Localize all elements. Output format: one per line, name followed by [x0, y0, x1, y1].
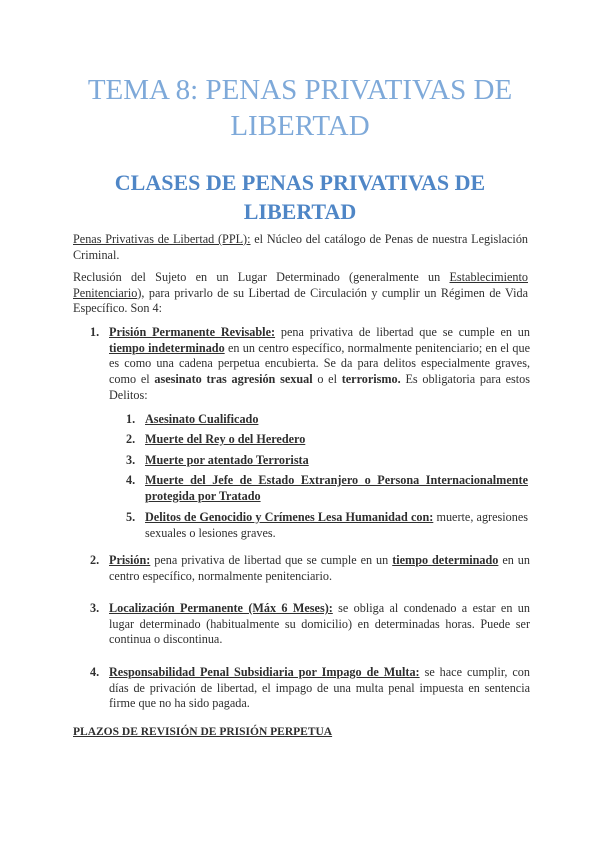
sub-list-item — [126, 432, 528, 448]
item-text: o el — [312, 372, 342, 387]
item-text: se hace cumplir, con días de privación de libertad, el impago de una multa penal impuesta en sentencia firme que no ha sido pagada. — [109, 665, 530, 711]
establecimiento-link: Establecimiento Penitenciario — [73, 270, 528, 300]
sub-list-item — [126, 412, 528, 428]
title-line-2: LIBERTAD — [230, 110, 370, 142]
list-number: 3. — [90, 601, 100, 615]
list-number: 5. — [126, 510, 136, 524]
item-text: Es obligatoria para estos Delitos: — [109, 372, 530, 402]
sub-item-text: Asesinato Cualificado — [145, 412, 259, 426]
plazos-section-title: PLAZOS DE REVISIÓN DE PRISIÓN PERPETUA — [73, 726, 333, 738]
intro2-text-1: Reclusión del Sujeto en un Lugar Determinado (generalmente un — [73, 270, 450, 284]
item-text: en un centro específico, normalmente penitenciario; en el que es como una cadena perpetua encubierta. Se da para delitos especialmente graves, como el — [109, 340, 530, 387]
item-text: se obliga al condenado a estar en un lugar determinado (habitualmente su domicilio) en determinadas horas. Puede ser continua o discontinua. — [109, 601, 530, 647]
item-term: Prisión: — [109, 553, 151, 567]
sub-item-text: Muerte del Rey o del Heredero — [145, 432, 306, 446]
sub-item-rest: muerte, agresiones sexuales o lesiones graves. — [145, 510, 528, 540]
list-number: 2. — [126, 432, 136, 446]
section-heading — [100, 168, 500, 226]
item-bold: terrorismo. — [341, 372, 401, 387]
item-term: Prisión Permanente Revisable: — [109, 325, 276, 339]
intro-paragraph-2 — [73, 270, 528, 317]
ppl-definition: el Núcleo del catálogo de Penas de nuestra Legislación Criminal. — [73, 232, 529, 262]
page-title — [60, 72, 540, 144]
list-item-1 — [90, 325, 530, 404]
item-bold: asesinato tras agresión sexual — [154, 372, 313, 387]
intro-paragraph-1 — [73, 232, 528, 263]
list-number: 1. — [90, 325, 100, 339]
item-bold: tiempo indeterminado — [109, 340, 225, 355]
list-item-3 — [90, 601, 530, 648]
item-term: Localización Permanente (Máx 6 Meses): — [109, 601, 333, 615]
sub-item-text: Muerte por atentado Terrorista — [145, 453, 309, 467]
item-bold: tiempo determinado — [392, 553, 499, 567]
item-text: pena privativa de libertad que se cumple en un — [150, 553, 393, 567]
title-line-1: TEMA 8: PENAS PRIVATIVAS DE — [87, 74, 513, 106]
subtitle-line-2: LIBERTAD — [243, 199, 357, 224]
list-number: 1. — [126, 412, 136, 426]
list-number: 4. — [90, 665, 100, 679]
item-text: pena privativa de libertad que se cumple en un — [275, 325, 530, 339]
sub-item-text: Muerte del Jefe de Estado Extranjero o Persona Internacionalmente protegida por Tratado — [145, 473, 528, 503]
subtitle-line-1: CLASES DE PENAS PRIVATIVAS DE — [114, 170, 486, 195]
sub-list-item — [126, 510, 528, 541]
item-text: en un centro específico, normalmente penitenciario. — [109, 553, 530, 583]
ppl-term: Penas Privativas de Libertad (PPL): — [73, 232, 251, 246]
list-number: 3. — [126, 453, 136, 467]
intro2-text-2: ), para privarlo de su Libertad de Circulación y cumplir un Régimen de Vida Específico. Son 4: — [73, 285, 528, 316]
sub-list-item — [126, 473, 528, 504]
list-number: 4. — [126, 473, 136, 487]
sub-item-text: Delitos de Genocidio y Crímenes Lesa Humanidad con: — [145, 510, 434, 524]
list-number: 2. — [90, 553, 100, 567]
list-item-2 — [90, 553, 530, 584]
sub-list-item — [126, 453, 528, 469]
item-term: Responsabilidad Penal Subsidiaria por Impago de Multa: — [109, 665, 420, 679]
list-item-4 — [90, 665, 530, 712]
